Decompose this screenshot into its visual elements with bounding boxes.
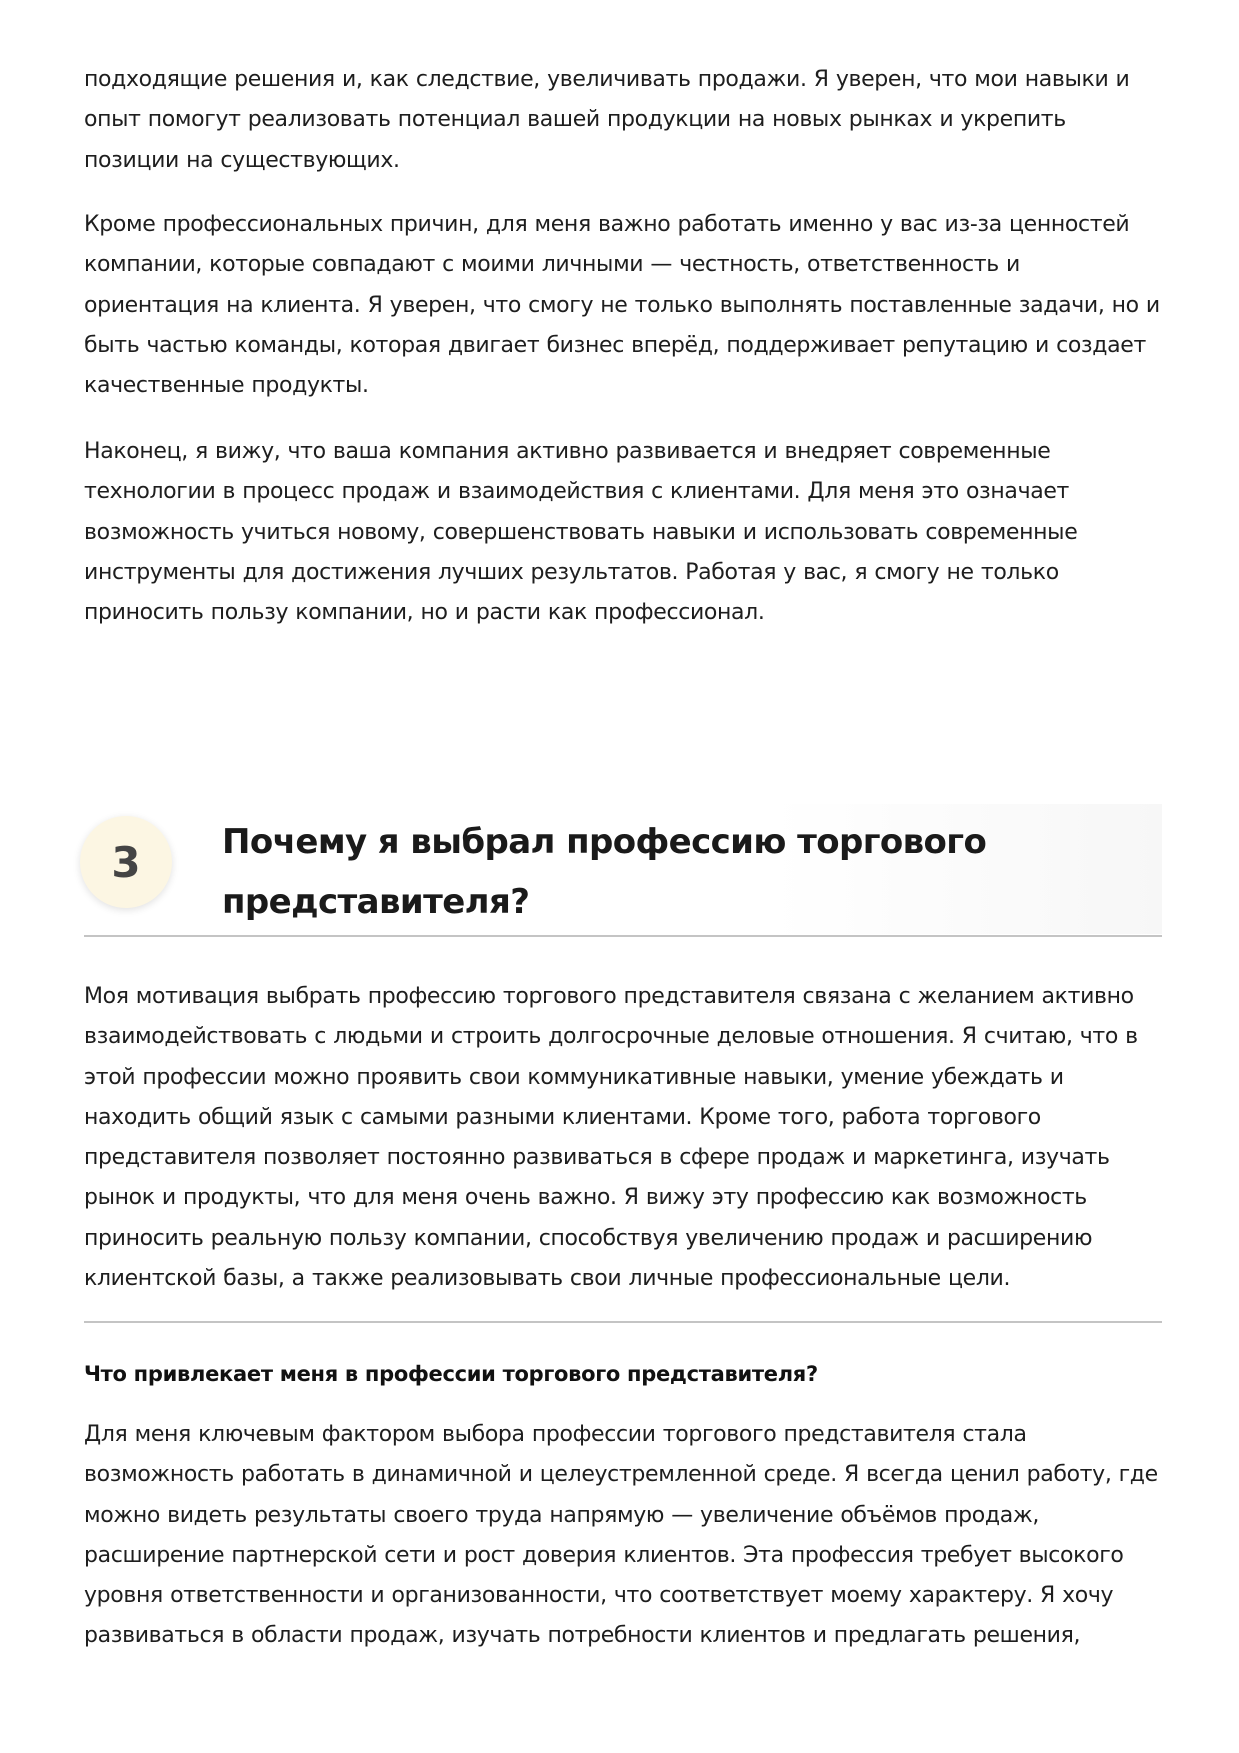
paragraph-attraction: Для меня ключевым фактором выбора профессии торгового представителя стала возможность работать в динамичной и целеустремленной среде. Я всегда ценил работу, где можно видеть результаты своего труда напрямую — увеличение объёмов продаж, расширение партнерской сети и рост доверия клиентов. Эта профессия требует высокого уровня ответственности и организованности, что соответствует моему характеру. Я хочу развиваться в области продаж, изучать потребности клиентов и предлагать решения,: [84, 1422, 1158, 1649]
paragraph-motivation: Моя мотивация выбрать профессию торгового представителя связана с желанием активно взаимодействовать с людьми и строить долгосрочные деловые отношения. Я считаю, что в этой профессии можно проявить свои коммуникативные навыки, умение убеждать и находить общий язык с самыми разными клиентами. Кроме того, работа торгового представителя позволяет постоянно развиваться в сфере продаж и маркетинга, изучать рынок и продукты, что для меня очень важно. Я вижу эту профессию как возможность приносить реальную пользу компании, способствуя увеличению продаж и расширению клиентской базы, а также реализовывать свои личные профессиональные цели.: [84, 984, 1138, 1292]
section-title: Почему я выбрал профессию торгового представителя?: [222, 822, 987, 922]
subsection-heading: Что привлекает меня в профессии торгового представителя?: [84, 1362, 818, 1386]
paragraph-skills: подходящие решения и, как следствие, увеличивать продажи. Я уверен, что мои навыки и опыт помогут реализовать потенциал вашей продукции на новых рынках и укрепить позиции на существующих.: [84, 67, 1130, 173]
section-divider: [84, 935, 1162, 937]
paragraph-values: Кроме профессиональных причин, для меня важно работать именно у вас из-за ценностей компании, которые совпадают с моими личными — честность, ответственность и ориентация на клиента. Я уверен, что смогу не только выполнять поставленные задачи, но и быть частью команды, которая двигает бизнес вперёд, поддерживает репутацию и создает качественные продукты.: [84, 212, 1160, 399]
section-header: [84, 812, 1162, 937]
section-number-badge: 3: [80, 816, 172, 908]
paragraph-development: Наконец, я вижу, что ваша компания активно развивается и внедряет современные технологии в процесс продаж и взаимодействия с клиентами. Для меня это означает возможность учиться новому, совершенствовать навыки и использовать современные инструменты для достижения лучших результатов. Работая у вас, я смогу не только приносить пользу компании, но и расти как профессионал.: [84, 439, 1078, 626]
subsection-divider: [84, 1321, 1162, 1323]
